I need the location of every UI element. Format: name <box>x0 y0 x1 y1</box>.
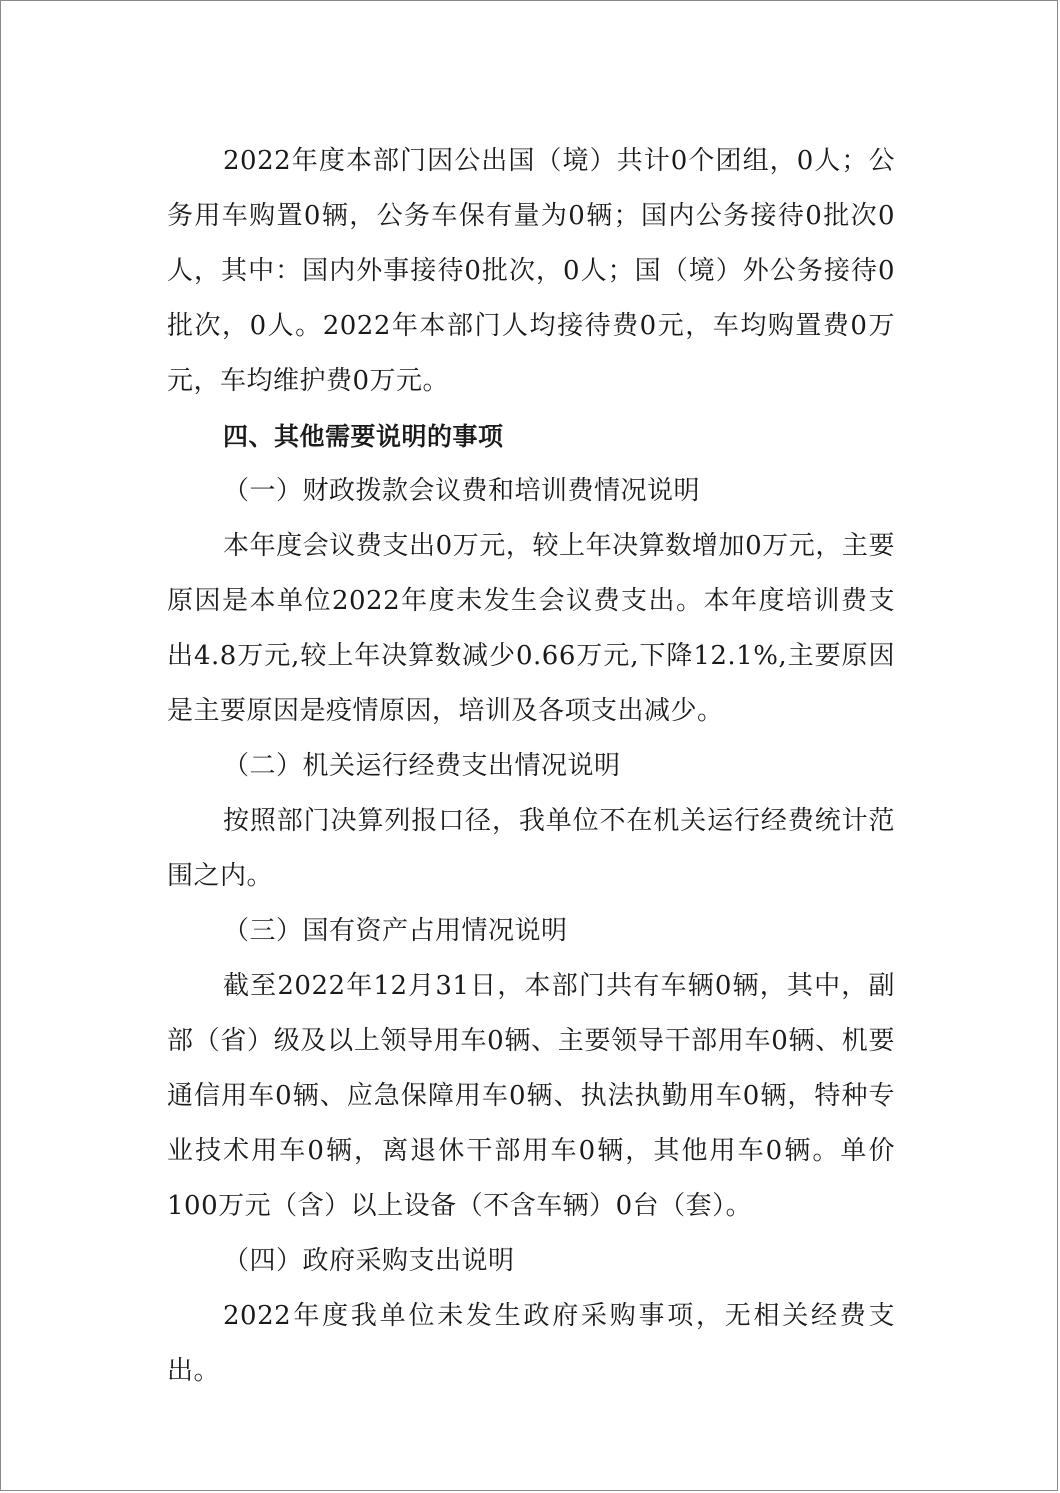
paragraph-meeting-training-fees: 本年度会议费支出0万元，较上年决算数增加0万元，主要原因是本单位2022年度未发生会议费支出。本年度培训费支出4.8万元,较上年决算数减少0.66万元,下降12.1%,主要原因是主要原因是疫情原因，培训及各项支出减少。 <box>167 531 895 726</box>
subheading-government-procurement: （四）政府采购支出说明 <box>223 1246 515 1276</box>
subheading-meeting-training-fees: （一）财政拨款会议费和培训费情况说明 <box>223 476 701 506</box>
section-heading-other-matters: 四、其他需要说明的事项 <box>223 422 504 451</box>
paragraph-government-procurement: 2022年度我单位未发生政府采购事项，无相关经费支出。 <box>167 1301 895 1386</box>
paragraph-operating-expenses: 按照部门决算列报口径，我单位不在机关运行经费统计范围之内。 <box>167 806 895 891</box>
subheading-operating-expenses: （二）机关运行经费支出情况说明 <box>223 751 621 781</box>
document-body <box>167 134 895 1399</box>
subheading-state-assets: （三）国有资产占用情况说明 <box>223 916 568 946</box>
paragraph-state-assets: 截至2022年12月31日，本部门共有车辆0辆，其中，副部（省）级及以上领导用车0辆、主要领导干部用车0辆、机要通信用车0辆、应急保障用车0辆、执法执勤用车0辆，特种专业技术用车0辆，离退休干部用车0辆，其他用车0辆。单价100万元（含）以上设备（不含车辆）0台（套）。 <box>167 971 895 1221</box>
paragraph-foreign-travel-vehicles-reception: 2022年度本部门因公出国（境）共计0个团组，0人；公务用车购置0辆，公务车保有量为0辆；国内公务接待0批次0人，其中：国内外事接待0批次，0人；国（境）外公务接待0批次，0人。2022年本部门人均接待费0元，车均购置费0万元，车均维护费0万元。 <box>167 146 895 396</box>
